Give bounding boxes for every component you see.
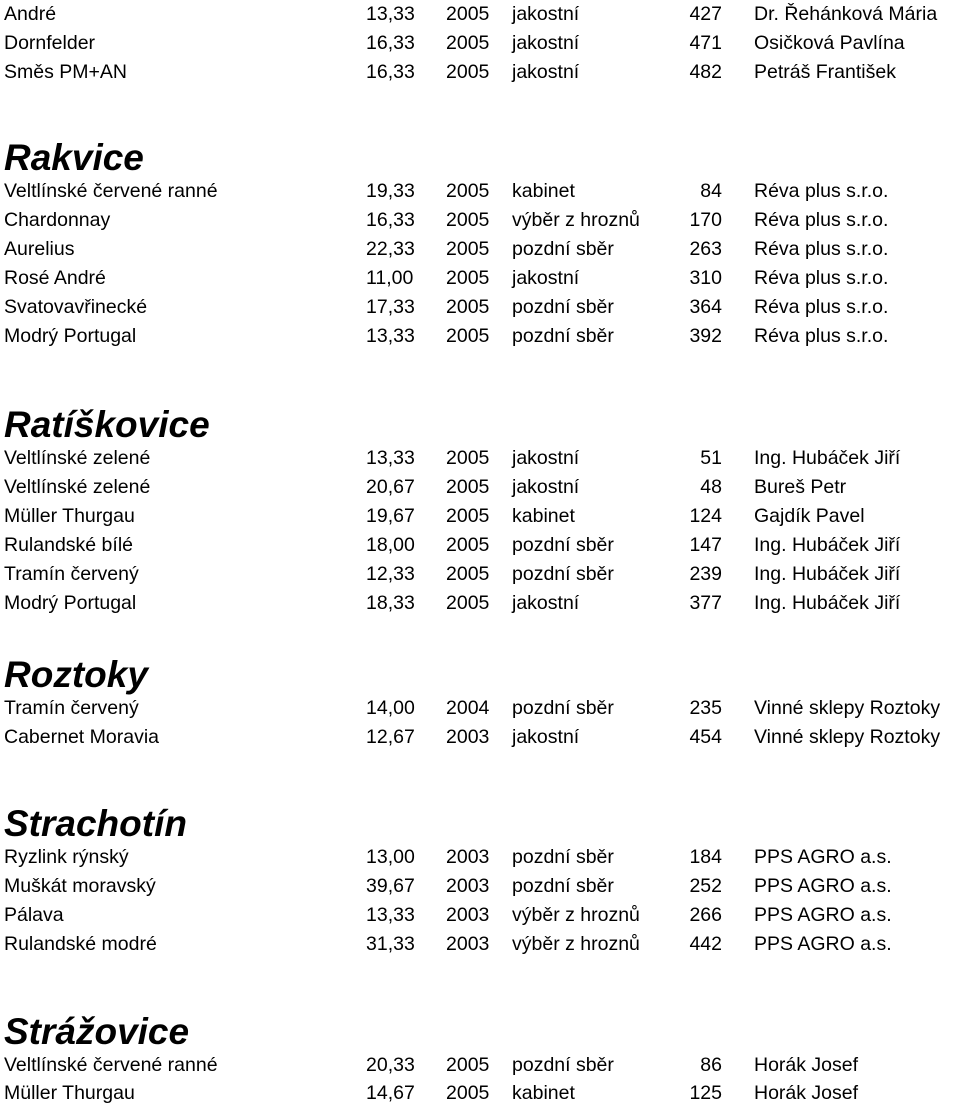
wine-producer: Dr. Řehánková Mária [754,3,938,25]
wine-score: 39,67 [366,875,415,897]
wine-year: 2005 [446,1082,490,1104]
wine-class: jakostní [512,447,580,469]
wine-name: Pálava [4,904,64,926]
table-row [0,531,960,560]
wine-producer: Réva plus s.r.o. [754,296,889,318]
wine-producer: Horák Josef [754,1082,859,1104]
wine-name: Rosé André [4,267,106,289]
wine-producer: Ing. Hubáček Jiří [754,592,901,614]
wine-number: 392 [689,325,722,347]
wine-name: Modrý Portugal [4,325,137,347]
wine-number: 51 [700,447,722,469]
table-row [0,723,960,752]
wine-score: 18,33 [366,592,415,614]
table-row [0,322,960,351]
wine-class: jakostní [512,61,580,83]
wine-class: výběr z hroznů [512,904,640,926]
wine-producer: Petráš František [754,61,896,83]
wine-name: Směs PM+AN [4,61,127,83]
wine-number: 377 [689,592,722,614]
section-heading: Ratíškovice [4,404,210,445]
wine-class: výběr z hroznů [512,209,640,231]
wine-year: 2005 [446,505,490,527]
wine-year: 2003 [446,875,490,897]
wine-class: jakostní [512,32,580,54]
wine-number: 454 [689,726,722,748]
wine-name: Aurelius [4,238,75,260]
table-row [0,206,960,235]
wine-year: 2005 [446,32,490,54]
wine-year: 2005 [446,296,490,318]
wine-producer: PPS AGRO a.s. [754,846,892,868]
wine-score: 13,33 [366,3,415,25]
wine-class: výběr z hroznů [512,933,640,955]
wine-number: 48 [700,476,722,498]
wine-year: 2005 [446,209,490,231]
wine-number: 84 [700,180,722,202]
table-row [0,293,960,322]
wine-year: 2005 [446,534,490,556]
wine-producer: Osičková Pavlína [754,32,905,54]
wine-score: 16,33 [366,61,415,83]
wine-number: 482 [689,61,722,83]
wine-name: Veltlínské červené ranné [4,180,218,202]
wine-class: pozdní sběr [512,875,614,897]
table-row [0,1051,960,1080]
wine-name: Modrý Portugal [4,592,137,614]
wine-class: jakostní [512,3,580,25]
wine-score: 12,67 [366,726,415,748]
wine-number: 147 [689,534,722,556]
wine-class: jakostní [512,476,580,498]
wine-year: 2005 [446,238,490,260]
wine-number: 263 [689,238,722,260]
wine-name: Cabernet Moravia [4,726,159,748]
wine-class: jakostní [512,726,580,748]
wine-producer: Horák Josef [754,1054,859,1076]
table-row [0,589,960,618]
wine-producer: Ing. Hubáček Jiří [754,534,901,556]
wine-number: 184 [689,846,722,868]
table-row [0,473,960,502]
wine-producer: Bureš Petr [754,476,847,498]
wine-producer: PPS AGRO a.s. [754,904,892,926]
wine-name: Veltlínské červené ranné [4,1054,218,1076]
wine-score: 11,00 [366,267,414,289]
wine-name: Müller Thurgau [4,1082,135,1104]
wine-number: 266 [689,904,722,926]
wine-name: Svatovavřinecké [4,296,148,318]
wine-class: pozdní sběr [512,325,614,347]
wine-score: 22,33 [366,238,415,260]
wine-class: pozdní sběr [512,846,614,868]
wine-score: 20,67 [366,476,415,498]
section-heading: Strážovice [4,1011,190,1052]
section-heading: Roztoky [4,654,148,695]
wine-name: Rulandské bílé [4,534,133,556]
wine-class: pozdní sběr [512,563,614,585]
wine-year: 2004 [446,697,490,719]
wine-year: 2005 [446,1054,490,1076]
table-row [0,235,960,264]
table-row [0,0,960,29]
wine-number: 235 [689,697,722,719]
wine-producer: Réva plus s.r.o. [754,325,889,347]
wine-score: 13,33 [366,904,415,926]
wine-year: 2003 [446,933,490,955]
wine-class: kabinet [512,1082,575,1104]
wine-year: 2005 [446,3,490,25]
wine-score: 13,00 [366,846,415,868]
wine-producer: Réva plus s.r.o. [754,180,889,202]
wine-score: 12,33 [366,563,415,585]
wine-producer: PPS AGRO a.s. [754,875,892,897]
table-row [0,872,960,901]
table-row [0,1079,960,1108]
wine-producer: Ing. Hubáček Jiří [754,563,901,585]
wine-name: Ryzlink rýnský [4,846,129,868]
wine-name: Tramín červený [4,697,139,719]
wine-name: Dornfelder [4,32,96,54]
wine-producer: Vinné sklepy Roztoky [754,726,941,748]
wine-score: 14,67 [366,1082,415,1104]
wine-producer: PPS AGRO a.s. [754,933,892,955]
wine-year: 2003 [446,726,490,748]
table-row [0,502,960,531]
wine-producer: Réva plus s.r.o. [754,209,889,231]
wine-class: pozdní sběr [512,697,614,719]
wine-class: kabinet [512,180,575,202]
wine-score: 16,33 [366,209,415,231]
table-row [0,58,960,87]
table-row [0,694,960,723]
table-row [0,444,960,473]
wine-class: pozdní sběr [512,296,614,318]
wine-producer: Réva plus s.r.o. [754,238,889,260]
wine-year: 2005 [446,61,490,83]
wine-class: pozdní sběr [512,534,614,556]
wine-score: 13,33 [366,447,415,469]
table-row [0,843,960,872]
wine-producer: Ing. Hubáček Jiří [754,447,901,469]
wine-score: 14,00 [366,697,415,719]
wine-year: 2003 [446,904,490,926]
wine-year: 2003 [446,846,490,868]
wine-score: 13,33 [366,325,415,347]
wine-number: 124 [689,505,722,527]
section-heading: Strachotín [4,803,187,844]
wine-producer: Gajdík Pavel [754,505,865,527]
table-row [0,560,960,589]
wine-score: 17,33 [366,296,415,318]
wine-year: 2005 [446,267,490,289]
wine-name: André [4,3,57,25]
wine-number: 364 [689,296,722,318]
wine-number: 86 [700,1054,722,1076]
wine-score: 20,33 [366,1054,415,1076]
table-row [0,264,960,293]
wine-class: pozdní sběr [512,238,614,260]
wine-year: 2005 [446,447,490,469]
wine-year: 2005 [446,592,490,614]
wine-number: 471 [689,32,722,54]
wine-score: 19,67 [366,505,415,527]
wine-number: 125 [689,1082,722,1104]
wine-score: 18,00 [366,534,415,556]
wine-number: 170 [689,209,722,231]
table-row [0,177,960,206]
wine-year: 2005 [446,325,490,347]
wine-score: 31,33 [366,933,415,955]
table-row [0,29,960,58]
wine-year: 2005 [446,180,490,202]
wine-class: jakostní [512,592,580,614]
wine-name: Veltlínské zelené [4,476,151,498]
wine-name: Chardonnay [4,209,111,231]
wine-year: 2005 [446,476,490,498]
wine-class: jakostní [512,267,580,289]
wine-name: Tramín červený [4,563,139,585]
wine-name: Muškát moravský [4,875,156,897]
wine-class: kabinet [512,505,575,527]
table-row [0,901,960,930]
wine-producer: Vinné sklepy Roztoky [754,697,941,719]
wine-score: 16,33 [366,32,415,54]
wine-score: 19,33 [366,180,415,202]
wine-producer: Réva plus s.r.o. [754,267,889,289]
wine-number: 310 [689,267,722,289]
section-heading: Rakvice [4,137,144,178]
wine-number: 252 [689,875,722,897]
wine-name: Müller Thurgau [4,505,135,527]
wine-number: 239 [689,563,722,585]
wine-class: pozdní sběr [512,1054,614,1076]
wine-year: 2005 [446,563,490,585]
wine-name: Rulandské modré [4,933,157,955]
table-row [0,930,960,959]
wine-number: 442 [689,933,722,955]
wine-name: Veltlínské zelené [4,447,151,469]
wine-number: 427 [689,3,722,25]
